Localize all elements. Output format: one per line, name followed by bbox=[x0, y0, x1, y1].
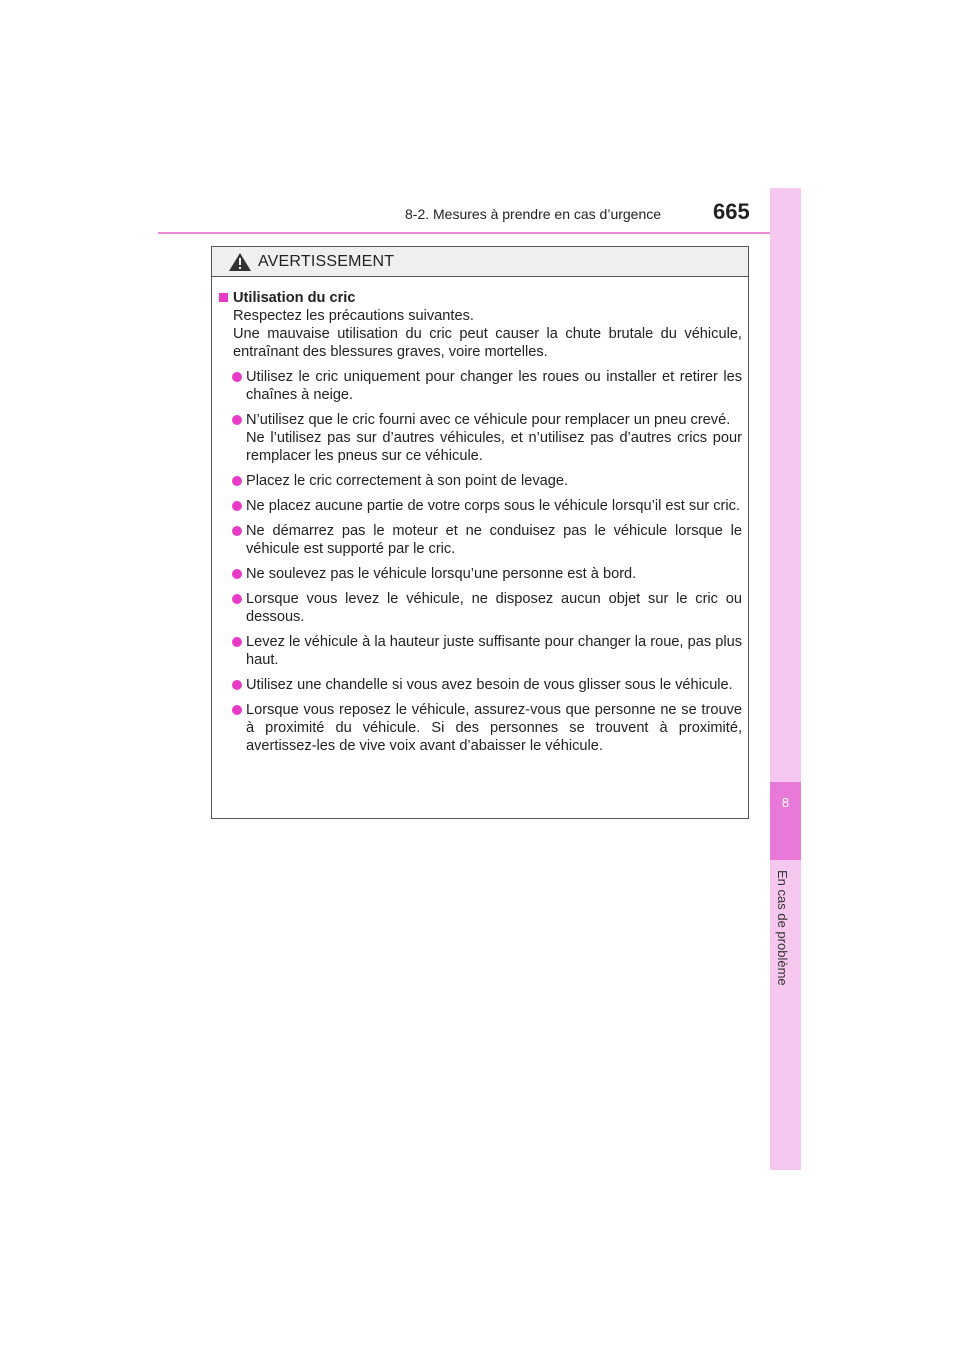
list-item bbox=[232, 472, 742, 490]
bullet-text: N’utilisez que le cric fourni avec ce véhicule pour remplacer un pneu crevé. bbox=[246, 412, 731, 428]
bullet-dot-icon bbox=[232, 705, 242, 715]
bullet-text: Ne démarrez pas le moteur et ne conduisez pas le véhicule lorsque le véhicule est supporté par le cric. bbox=[246, 523, 742, 557]
warning-body bbox=[212, 277, 748, 755]
intro-line: Une mauvaise utilisation du cric peut causer la chute brutale du véhicule, entraînant des blessures graves, voire mortelles. bbox=[233, 326, 742, 360]
list-item bbox=[232, 497, 742, 515]
list-item bbox=[232, 676, 742, 694]
chapter-side-tab bbox=[770, 188, 801, 1170]
bullet-text: Lorsque vous levez le véhicule, ne disposez aucun objet sur le cric ou dessous. bbox=[246, 591, 742, 625]
bullet-text: Placez le cric correctement à son point de levage. bbox=[246, 473, 569, 489]
topic-title: Utilisation du cric bbox=[233, 290, 356, 306]
chapter-tab-active-marker bbox=[770, 782, 801, 860]
bullet-text: Utilisez le cric uniquement pour changer les roues ou installer et retirer les chaînes à neige. bbox=[246, 369, 742, 403]
bullet-text: Ne placez aucune partie de votre corps sous le véhicule lorsqu’il est sur cric. bbox=[246, 498, 740, 514]
list-item bbox=[232, 590, 742, 626]
warning-box bbox=[211, 246, 749, 819]
header-rule bbox=[158, 232, 800, 234]
topic-heading bbox=[219, 289, 742, 307]
bullet-dot-icon bbox=[232, 476, 242, 486]
chapter-number: 8 bbox=[781, 795, 790, 810]
warning-header bbox=[212, 247, 748, 277]
list-item bbox=[232, 522, 742, 558]
warning-title: AVERTISSEMENT bbox=[258, 252, 395, 270]
warning-triangle-icon bbox=[228, 252, 252, 272]
bullet-text: Utilisez une chandelle si vous avez besoin de vous glisser sous le véhicule. bbox=[246, 677, 733, 693]
list-item bbox=[232, 701, 742, 755]
bullet-dot-icon bbox=[232, 569, 242, 579]
chapter-label: En cas de problème bbox=[775, 870, 790, 986]
bullet-dot-icon bbox=[232, 372, 242, 382]
precautions-list bbox=[219, 368, 742, 755]
bullet-text: Ne l’utilisez pas sur d’autres véhicules, et n’utilisez pas d’autres crics pour remplacer les pneus sur ce véhicule. bbox=[246, 430, 742, 464]
bullet-text: Lorsque vous reposez le véhicule, assurez-vous que personne ne se trouve à proximité du véhicule. Si des personnes se trouvent à proximité, avertissez-les de vive voix avant d’abaisser le véhicule. bbox=[246, 702, 742, 754]
intro-line: Respectez les précautions suivantes. bbox=[233, 308, 474, 324]
bullet-dot-icon bbox=[232, 637, 242, 647]
list-item bbox=[232, 411, 742, 465]
section-title: 8-2. Mesures à prendre en cas d’urgence bbox=[405, 206, 662, 222]
intro-text bbox=[219, 307, 742, 361]
bullet-text: Ne soulevez pas le véhicule lorsqu’une personne est à bord. bbox=[246, 566, 637, 582]
bullet-dot-icon bbox=[232, 594, 242, 604]
bullet-dot-icon bbox=[232, 415, 242, 425]
list-item bbox=[232, 368, 742, 404]
bullet-dot-icon bbox=[232, 501, 242, 511]
square-bullet-icon bbox=[219, 293, 228, 302]
bullet-text: Levez le véhicule à la hauteur juste suffisante pour changer la roue, pas plus haut. bbox=[246, 634, 742, 668]
bullet-dot-icon bbox=[232, 526, 242, 536]
list-item bbox=[232, 633, 742, 669]
list-item bbox=[232, 565, 742, 583]
page-number: 665 bbox=[713, 199, 750, 224]
bullet-dot-icon bbox=[232, 680, 242, 690]
